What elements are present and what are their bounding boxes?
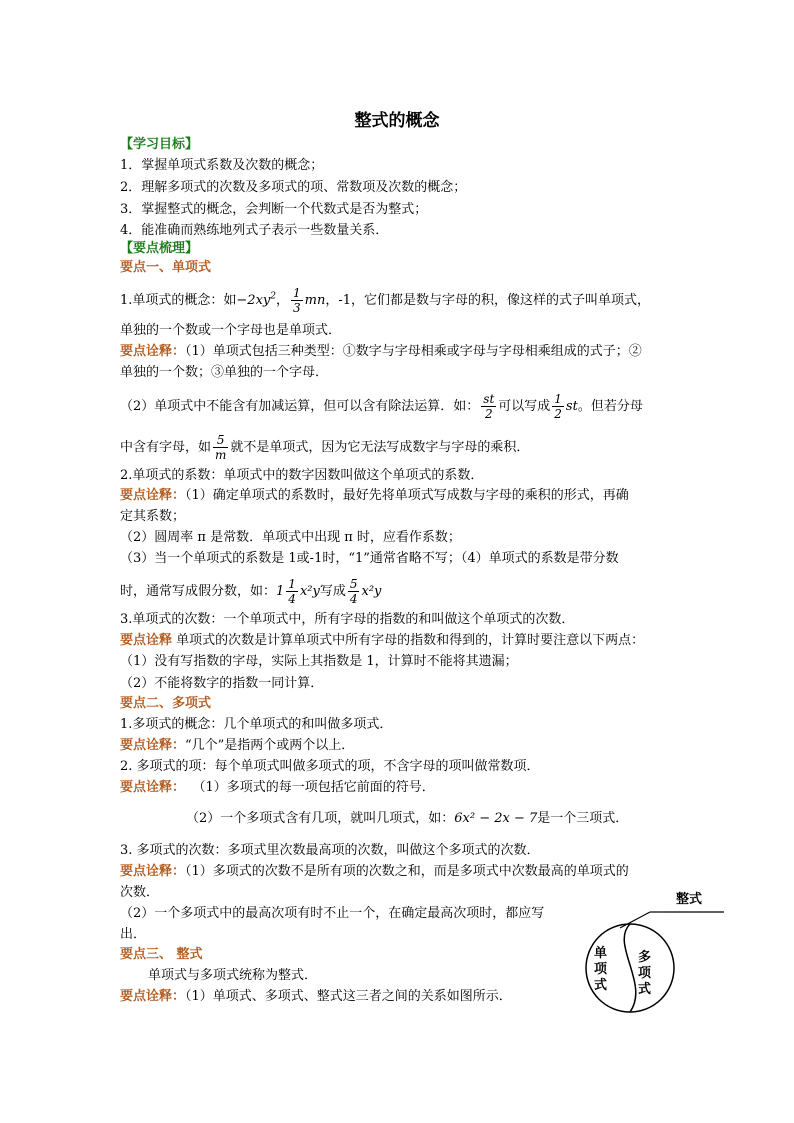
coefficient-definition: 2.单项式的系数：单项式中的数字因数叫做这个单项式的系数． xyxy=(120,468,484,483)
objective-item: 2．理解多项式的次数及多项式的项、常数项及次数的概念； xyxy=(120,180,467,195)
polynomial-degree-definition: 3. 多项式的次数：多项式里次数最高项的次数，叫做这个多项式的次数． xyxy=(120,843,540,858)
monomial-note-1-cont: 单独的一个数；③单独的一个字母． xyxy=(120,365,329,380)
polynomial-degree-note-2: （2）一个多项式中的最高次项有时不止一个，在确定最高次项时，都应写 xyxy=(120,906,545,921)
coefficient-note-1-cont: 定其系数； xyxy=(120,509,186,524)
objectives-header: 【学习目标】 xyxy=(120,137,199,152)
degree-definition: 3.单项式的次数：一个单项式中，所有字母的指数的和叫做这个单项式的次数． xyxy=(120,612,575,627)
section-heading-polynomial: 要点二、多项式 xyxy=(120,696,212,711)
polynomial-term-definition: 2. 多项式的项：每个单项式叫做多项式的项，不含字母的项叫做常数项． xyxy=(120,759,540,774)
fraction-five-quarters: $\frac{5}{4}$ xyxy=(349,577,358,606)
summary-header: 【要点梳理】 xyxy=(120,241,199,256)
integral-expression-definition: 单项式与多项式统称为整式． xyxy=(148,968,318,983)
degree-note-2: （2）不能将数字的指数一同计算． xyxy=(120,676,324,691)
monomial-concept-line: 1.单项式的概念：如$-2xy^2$， $\frac{1}{3}$ mn，-1，它们都是数与字母的积，像这样的式子叫单项式， xyxy=(120,286,651,315)
objective-item: 1．掌握单项式系数及次数的概念； xyxy=(120,158,324,173)
coefficient-note-2: （2）圆周率 π 是常数．单项式中出现 π 时，应看作系数； xyxy=(120,530,461,545)
polynomial-degree-note-1: 要点诠释：（1）多项式的次数不是所有项的次数之和，而是多项式中次数最高的单项式的 xyxy=(120,864,629,879)
objective-item: 3．掌握整式的概念，会判断一个代数式是否为整式； xyxy=(120,202,428,217)
page-title: 整式的概念 xyxy=(354,111,440,131)
diagram-outer-label: 整式 xyxy=(676,892,703,907)
fraction-st-over-2: $\frac{st}{2}$ xyxy=(483,392,495,421)
coefficient-note-4: 时，通常写成假分数，如：1 $\frac{1}{4}$ x²y写成 $\frac{5}{4}$ x²y xyxy=(120,577,382,606)
polynomial-term-note-1: 要点诠释： （1）多项式的每一项包括它前面的符号． xyxy=(120,780,435,795)
polynomial-degree-note-1-cont: 次数． xyxy=(120,885,160,900)
integral-expression-diagram xyxy=(580,884,724,1020)
polynomial-definition: 1.多项式的概念：几个单项式的和叫做多项式． xyxy=(120,717,393,732)
coefficient-note-1: 要点诠释：（1）确定单项式的系数时，最好先将单项式写成数与字母的乘积的形式，再确 xyxy=(120,488,629,503)
monomial-concept-cont: 单独的一个数或一个字母也是单项式． xyxy=(120,323,342,338)
section-heading-integral-expression: 要点三、 整式 xyxy=(120,947,203,962)
monomial-note-2: （2）单项式中不能含有加减运算，但可以含有除法运算．如： $\frac{st}{2}$ 可以写成 $\frac{1}{2}$ st。但若分母 xyxy=(120,392,643,421)
fraction-one-quarter: $\frac{1}{4}$ xyxy=(288,577,296,606)
integral-expression-note: 要点诠释：（1）单项式、多项式、整式这三者之间的关系如图所示． xyxy=(120,989,512,1004)
diagram-right-label: 多 项 式 xyxy=(638,950,652,997)
polynomial-note: 要点诠释：“几个”是指两个或两个以上． xyxy=(120,738,355,753)
objective-item: 4．能准确而熟练地列式子表示一些数量关系． xyxy=(120,223,389,238)
section-heading-monomial: 要点一、单项式 xyxy=(120,260,212,275)
fraction-one-third: $\frac{1}{3}$ xyxy=(293,286,301,315)
fraction-one-half: $\frac{1}{2}$ xyxy=(554,392,562,421)
degree-note: 要点诠释 单项式的次数是计算单项式中所有字母的指数和得到的，计算时要注意以下两点： xyxy=(120,633,645,648)
monomial-note-1: 要点诠释：（1）单项式包括三种类型：①数字与字母相乘或字母与字母相乘组成的式子；② xyxy=(120,344,642,359)
coefficient-note-3: （3）当一个单项式的系数是 1或-1时，“1”通常省略不写；（4）单项式的系数是带分数 xyxy=(120,551,619,566)
fraction-5-over-m: $\frac{5}{m}$ xyxy=(215,433,227,462)
monomial-note-2-cont: 中含有字母，如 $\frac{5}{m}$ 就不是单项式，因为它无法写成数字与字母的乘积． xyxy=(120,433,530,462)
polynomial-term-note-2: （2）一个多项式含有几项，就叫几项式，如：6x² − 2x − 7是一个三项式． xyxy=(186,811,629,826)
diagram-left-label: 单 项 式 xyxy=(594,946,608,993)
degree-note-1: （1）没有写指数的字母，实际上其指数是 1，计算时不能将其遗漏； xyxy=(120,654,518,669)
polynomial-degree-note-2-cont: 出． xyxy=(120,927,147,942)
